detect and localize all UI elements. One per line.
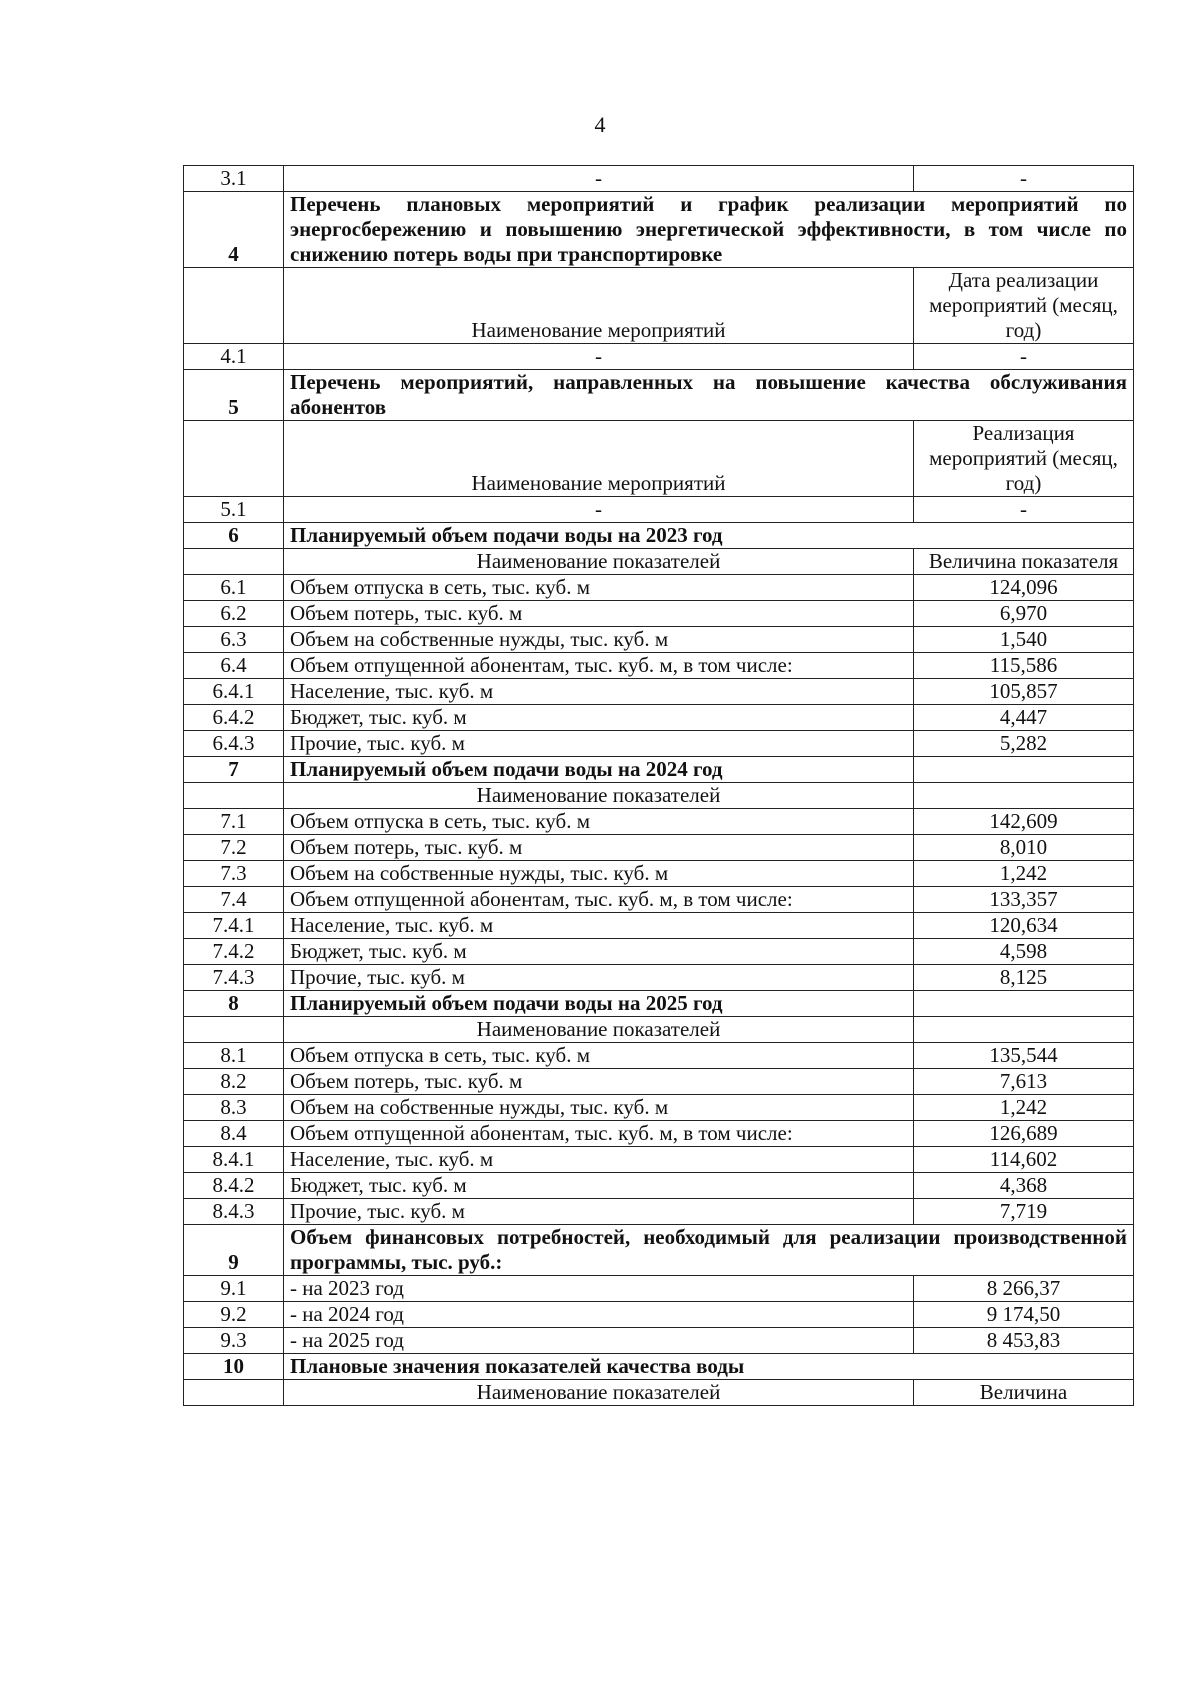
- column-header-name: Наименование показателей: [284, 1380, 914, 1406]
- section-title: Перечень плановых мероприятий и график реализации мероприятий по энергосбережению и повышению энергетической эффективности, в том числе по снижению потерь воды при транспортировке: [284, 192, 1134, 268]
- row-number: 8.4.1: [184, 1147, 284, 1173]
- row-number: 8.4.3: [184, 1199, 284, 1225]
- table-row: [184, 861, 1134, 887]
- table-row: [184, 1302, 1134, 1328]
- row-name: - на 2023 год: [284, 1276, 914, 1302]
- section-number: 5: [184, 370, 284, 421]
- row-name: Прочие, тыс. куб. м: [284, 731, 914, 757]
- row-value: 6,970: [914, 601, 1134, 627]
- table-row: [184, 627, 1134, 653]
- row-name: Объем отпуска в сеть, тыс. куб. м: [284, 1043, 914, 1069]
- section-number: 9: [184, 1225, 284, 1276]
- section-value: [914, 991, 1134, 1017]
- column-header-value: Величина: [914, 1380, 1134, 1406]
- section-value: [914, 757, 1134, 783]
- section-title: Планируемый объем подачи воды на 2025 год: [284, 991, 914, 1017]
- row-name: Объем отпущенной абонентам, тыс. куб. м, в том числе:: [284, 1121, 914, 1147]
- column-header-value: Дата реализации мероприятий (месяц, год): [914, 268, 1134, 344]
- row-name: Объем на собственные нужды, тыс. куб. м: [284, 627, 914, 653]
- row-value: 4,598: [914, 939, 1134, 965]
- section-title: Планируемый объем подачи воды на 2023 год: [284, 523, 1134, 549]
- row-name: Прочие, тыс. куб. м: [284, 1199, 914, 1225]
- section-title: Плановые значения показателей качества воды: [284, 1354, 1134, 1380]
- table-row: [184, 887, 1134, 913]
- column-header-name: Наименование показателей: [284, 549, 914, 575]
- row-value: 1,242: [914, 1095, 1134, 1121]
- row-name: Объем на собственные нужды, тыс. куб. м: [284, 1095, 914, 1121]
- row-name: Объем на собственные нужды, тыс. куб. м: [284, 861, 914, 887]
- row-value: 120,634: [914, 913, 1134, 939]
- column-header-row: [184, 549, 1134, 575]
- section-title: Перечень мероприятий, направленных на повышение качества обслуживания абонентов: [284, 370, 1134, 421]
- column-header-name: Наименование показателей: [284, 783, 914, 809]
- column-header-row: [184, 421, 1134, 497]
- row-value: 133,357: [914, 887, 1134, 913]
- row-number: 8.4.2: [184, 1173, 284, 1199]
- row-value: 1,242: [914, 861, 1134, 887]
- row-name: Объем потерь, тыс. куб. м: [284, 601, 914, 627]
- section-number: 8: [184, 991, 284, 1017]
- table-row: [184, 1199, 1134, 1225]
- row-number: 7.1: [184, 809, 284, 835]
- column-header-value: Реализация мероприятий (месяц, год): [914, 421, 1134, 497]
- row-number: 7.3: [184, 861, 284, 887]
- section-row: [184, 192, 1134, 268]
- section-number: 7: [184, 757, 284, 783]
- column-header-row: [184, 268, 1134, 344]
- row-number: 3.1: [184, 166, 284, 192]
- column-header-row: [184, 1380, 1134, 1406]
- row-value: 8,125: [914, 965, 1134, 991]
- section-row: [184, 757, 1134, 783]
- table-row: [184, 965, 1134, 991]
- section-number: 6: [184, 523, 284, 549]
- table-row: [184, 1147, 1134, 1173]
- table-row: [184, 344, 1134, 370]
- row-value: 8,010: [914, 835, 1134, 861]
- row-number: 7.2: [184, 835, 284, 861]
- table-row: [184, 835, 1134, 861]
- table-row: [184, 1173, 1134, 1199]
- row-name: Бюджет, тыс. куб. м: [284, 705, 914, 731]
- row-value: 1,540: [914, 627, 1134, 653]
- row-number: 8.4: [184, 1121, 284, 1147]
- section-title: Объем финансовых потребностей, необходимый для реализации производственной программы, тыс. руб.:: [284, 1225, 1134, 1276]
- row-name: -: [284, 497, 914, 523]
- column-header-name: Наименование показателей: [284, 1017, 914, 1043]
- row-name: Население, тыс. куб. м: [284, 1147, 914, 1173]
- page-number: 4: [594, 112, 606, 137]
- column-header-value: Величина показателя: [914, 549, 1134, 575]
- production-program-table: [183, 165, 1134, 1406]
- row-value: 4,368: [914, 1173, 1134, 1199]
- row-name: Бюджет, тыс. куб. м: [284, 1173, 914, 1199]
- row-value: 8 266,37: [914, 1276, 1134, 1302]
- header-number-cell: [184, 421, 284, 497]
- row-number: 6.2: [184, 601, 284, 627]
- row-number: 8.3: [184, 1095, 284, 1121]
- table-row: [184, 575, 1134, 601]
- row-name: Объем отпуска в сеть, тыс. куб. м: [284, 575, 914, 601]
- row-name: Население, тыс. куб. м: [284, 679, 914, 705]
- table-row: [184, 1069, 1134, 1095]
- row-value: 142,609: [914, 809, 1134, 835]
- row-number: 4.1: [184, 344, 284, 370]
- section-row: [184, 1225, 1134, 1276]
- table-row: [184, 1276, 1134, 1302]
- column-header-name: Наименование мероприятий: [284, 268, 914, 344]
- table-row: [184, 653, 1134, 679]
- section-title: Планируемый объем подачи воды на 2024 год: [284, 757, 914, 783]
- table-row: [184, 1043, 1134, 1069]
- row-value: 135,544: [914, 1043, 1134, 1069]
- row-name: Объем потерь, тыс. куб. м: [284, 835, 914, 861]
- table-row: [184, 913, 1134, 939]
- table-row: [184, 809, 1134, 835]
- row-number: 7.4.2: [184, 939, 284, 965]
- row-name: - на 2024 год: [284, 1302, 914, 1328]
- column-header-row: [184, 1017, 1134, 1043]
- row-name: Объем отпущенной абонентам, тыс. куб. м, в том числе:: [284, 653, 914, 679]
- header-number-cell: [184, 549, 284, 575]
- header-number-cell: [184, 1380, 284, 1406]
- table-row: [184, 1121, 1134, 1147]
- row-name: -: [284, 166, 914, 192]
- row-number: 6.1: [184, 575, 284, 601]
- row-name: Объем отпущенной абонентам, тыс. куб. м, в том числе:: [284, 887, 914, 913]
- row-value: 5,282: [914, 731, 1134, 757]
- row-number: 6.4.3: [184, 731, 284, 757]
- row-value: 115,586: [914, 653, 1134, 679]
- table-row: [184, 679, 1134, 705]
- row-number: 7.4: [184, 887, 284, 913]
- table-row: [184, 1328, 1134, 1354]
- row-name: - на 2025 год: [284, 1328, 914, 1354]
- table-row: [184, 497, 1134, 523]
- row-number: 6.4.2: [184, 705, 284, 731]
- row-name: Объем отпуска в сеть, тыс. куб. м: [284, 809, 914, 835]
- column-header-row: [184, 783, 1134, 809]
- row-value: -: [914, 497, 1134, 523]
- table-row: [184, 731, 1134, 757]
- row-name: Бюджет, тыс. куб. м: [284, 939, 914, 965]
- header-number-cell: [184, 783, 284, 809]
- table-row: [184, 939, 1134, 965]
- table-row: [184, 601, 1134, 627]
- row-name: Объем потерь, тыс. куб. м: [284, 1069, 914, 1095]
- table-body: [184, 166, 1134, 1406]
- row-number: 8.2: [184, 1069, 284, 1095]
- row-number: 7.4.1: [184, 913, 284, 939]
- row-number: 5.1: [184, 497, 284, 523]
- row-value: 7,613: [914, 1069, 1134, 1095]
- column-header-value: [914, 783, 1134, 809]
- row-value: 4,447: [914, 705, 1134, 731]
- row-number: 6.3: [184, 627, 284, 653]
- row-value: -: [914, 344, 1134, 370]
- row-number: 9.1: [184, 1276, 284, 1302]
- section-row: [184, 991, 1134, 1017]
- row-number: 9.3: [184, 1328, 284, 1354]
- row-number: 9.2: [184, 1302, 284, 1328]
- row-value: 124,096: [914, 575, 1134, 601]
- row-number: 6.4: [184, 653, 284, 679]
- row-name: -: [284, 344, 914, 370]
- row-number: 8.1: [184, 1043, 284, 1069]
- row-value: 114,602: [914, 1147, 1134, 1173]
- column-header-value: [914, 1017, 1134, 1043]
- row-value: 9 174,50: [914, 1302, 1134, 1328]
- header-number-cell: [184, 268, 284, 344]
- section-row: [184, 523, 1134, 549]
- row-value: 8 453,83: [914, 1328, 1134, 1354]
- row-name: Прочие, тыс. куб. м: [284, 965, 914, 991]
- table-row: [184, 166, 1134, 192]
- row-value: -: [914, 166, 1134, 192]
- table-row: [184, 1095, 1134, 1121]
- row-value: 7,719: [914, 1199, 1134, 1225]
- section-row: [184, 370, 1134, 421]
- table-row: [184, 705, 1134, 731]
- row-number: 7.4.3: [184, 965, 284, 991]
- row-value: 105,857: [914, 679, 1134, 705]
- header-number-cell: [184, 1017, 284, 1043]
- column-header-name: Наименование мероприятий: [284, 421, 914, 497]
- section-number: 10: [184, 1354, 284, 1380]
- section-row: [184, 1354, 1134, 1380]
- section-number: 4: [184, 192, 284, 268]
- row-name: Население, тыс. куб. м: [284, 913, 914, 939]
- row-value: 126,689: [914, 1121, 1134, 1147]
- row-number: 6.4.1: [184, 679, 284, 705]
